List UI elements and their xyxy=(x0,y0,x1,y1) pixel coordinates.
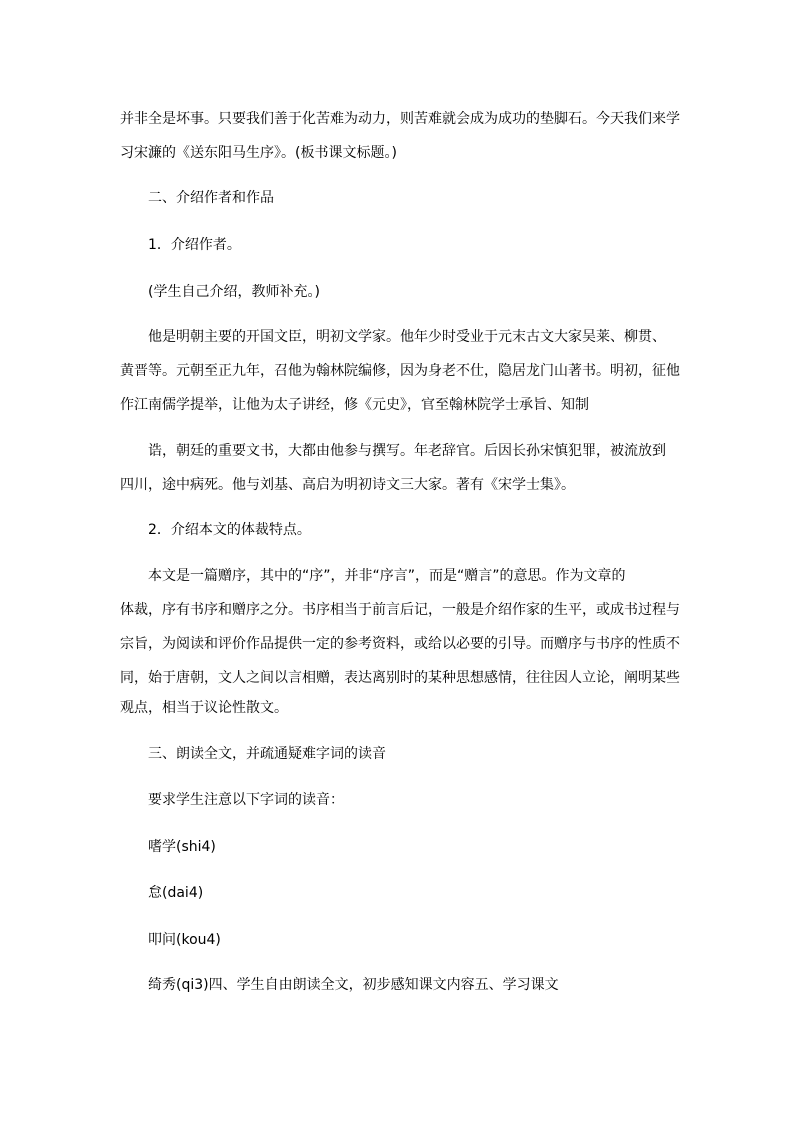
body-text-line: 要求学生注意以下字词的读音： xyxy=(148,792,344,808)
vocab-item: 怠(dai4) xyxy=(148,885,204,901)
body-text-line: 体裁，序有书序和赠序之分。书序相当于前言后记，一般是介绍作家的生平，或成书过程与 xyxy=(120,602,680,618)
body-text-line: 诰，朝廷的重要文书，大都由他参与撰写。年老辞官。后因长孙宋慎犯罪，被流放到 xyxy=(148,443,666,459)
vocab-item: 嗜学(shi4) xyxy=(148,839,216,855)
section-heading-authors: 二、介绍作者和作品 xyxy=(148,190,274,206)
body-text-line: 本文是一篇赠序，其中的“序”，并非“序言”，而是“赠言”的意思。作为文章的 xyxy=(148,568,626,584)
body-text-line: 并非全是坏事。只要我们善于化苦难为动力，则苦难就会成为成功的垫脚石。今天我们来学 xyxy=(120,111,680,127)
subsection-heading-author: 1．介绍作者。 xyxy=(148,237,241,253)
vocab-item: 叩问(kou4) xyxy=(148,932,221,948)
body-text-line: 他是明朝主要的开国文臣，明初文学家。他年少时受业于元末古文大家吴莱、柳贯、 xyxy=(148,329,666,345)
body-text-line: 黄晋等。元朝至正九年，召他为翰林院编修，因为身老不仕，隐居龙门山著书。明初，征他 xyxy=(120,363,680,379)
body-text-line: 观点，相当于议论性散文。 xyxy=(120,700,288,716)
body-text-line: 同，始于唐朝，文人之间以言相赠，表达离别时的某种思想感情，往往因人立论，阐明某些 xyxy=(120,670,680,686)
body-text-line: 四川，途中病死。他与刘基、高启为明初诗文三大家。著有《宋学士集》。 xyxy=(120,477,575,493)
subsection-heading-genre: 2．介绍本文的体裁特点。 xyxy=(148,522,311,538)
body-text-line: 习宋濂的《送东阳马生序》。(板书课文标题。) xyxy=(120,145,397,161)
vocab-item: 绮秀(qi3)四、学生自由朗读全文，初步感知课文内容五、学习课文 xyxy=(148,977,559,993)
section-heading-reading: 三、朗读全文，并疏通疑难字词的读音 xyxy=(148,746,386,762)
body-text-line: 作江南儒学提举，让他为太子讲经，修《元史》，官至翰林院学士承旨、知制 xyxy=(120,397,589,413)
body-text-line: 宗旨，为阅读和评价作品提供一定的参考资料，或给以必要的引导。而赠序与书序的性质不 xyxy=(120,636,680,652)
body-text-line: (学生自己介绍，教师补充。) xyxy=(148,284,320,300)
